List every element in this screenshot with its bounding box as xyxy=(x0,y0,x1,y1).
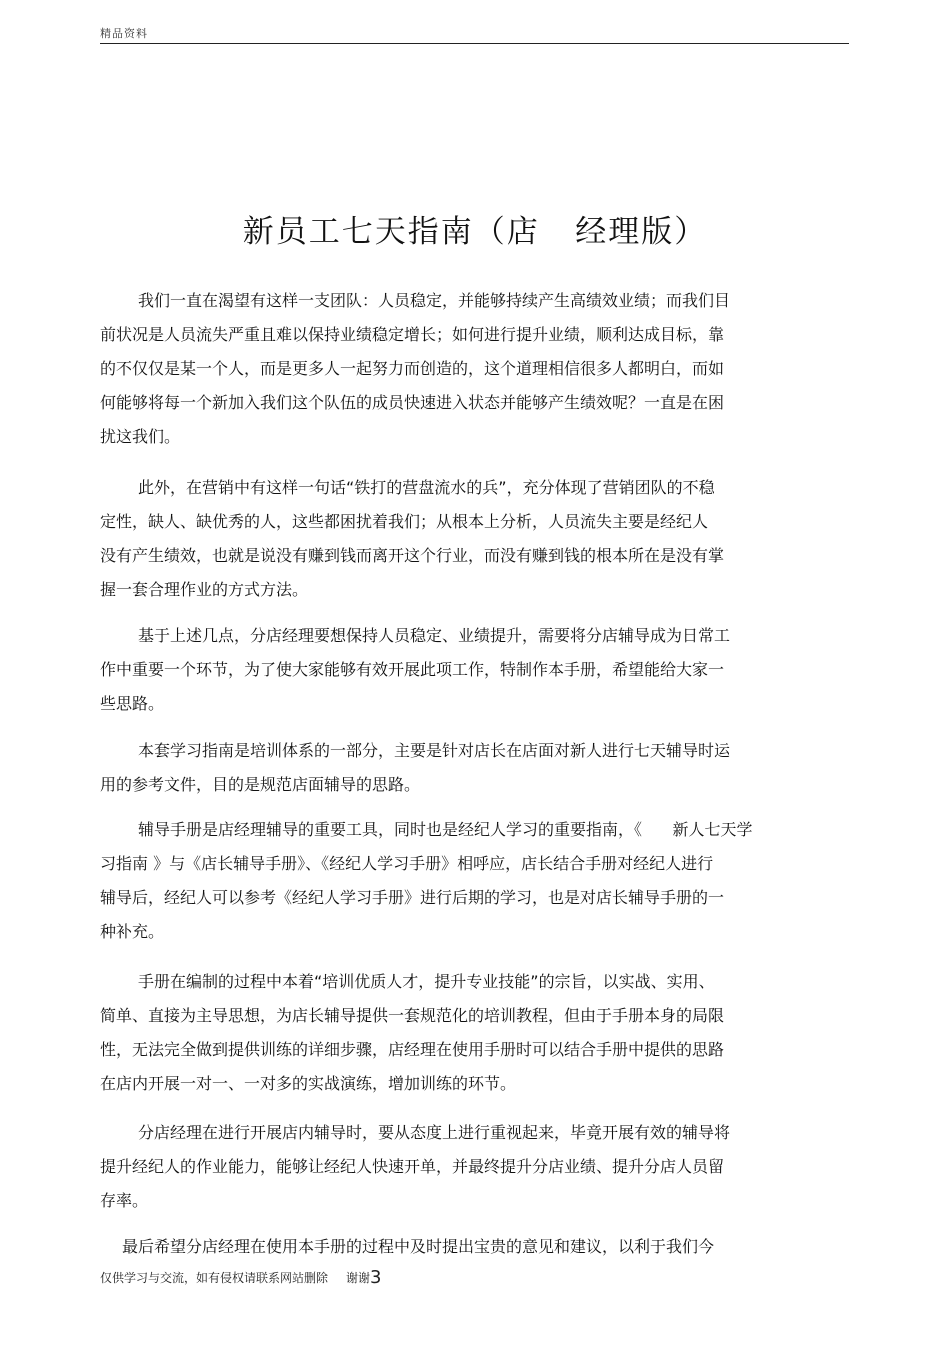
paragraph-3 xyxy=(100,619,730,721)
paragraph-7 xyxy=(100,1116,730,1218)
header-label: 精品资料 xyxy=(100,27,148,40)
paragraph-line: 存率。 xyxy=(100,1191,149,1210)
paragraph-line: 辅导手册是店经理辅导的重要工具，同时也是经纪人学习的重要指南，《 新人七天学 xyxy=(138,820,753,839)
paragraph-line: 何能够将每一个新加入我们这个队伍的成员快速进入状态并能够产生绩效呢？一直是在困 xyxy=(100,393,725,412)
paragraph-6 xyxy=(100,965,724,1101)
paragraph-line: 基于上述几点，分店经理要想保持人员稳定、业绩提升，需要将分店辅导成为日常工 xyxy=(138,626,731,645)
paragraph-line: 此外，在营销中有这样一句话“铁打的营盘流水的兵”，充分体现了营销团队的不稳 xyxy=(138,478,715,497)
paragraph-line: 定性，缺人、缺优秀的人，这些都困扰着我们；从根本上分析，人员流失主要是经纪人 xyxy=(100,512,709,531)
paragraph-line: 前状况是人员流失严重且难以保持业绩稳定增长；如何进行提升业绩，顺利达成目标，靠 xyxy=(100,325,725,344)
paragraph-line: 习指南 》与《店长辅导手册》、《经纪人学习手册》相呼应，店长结合手册对经纪人进行 xyxy=(100,854,714,873)
paragraph-line: 我们一直在渴望有这样一支团队：人员稳定，并能够持续产生高绩效业绩；而我们目 xyxy=(138,291,731,310)
paragraph-2 xyxy=(100,471,724,607)
paragraph-line: 分店经理在进行开展店内辅导时，要从态度上进行重视起来，毕竟开展有效的辅导将 xyxy=(138,1123,731,1142)
paragraph-line: 本套学习指南是培训体系的一部分，主要是针对店长在店面对新人进行七天辅导时运 xyxy=(138,741,731,760)
paragraph-4 xyxy=(100,734,730,802)
paragraph-line: 的不仅仅是某一个人，而是更多人一起努力而创造的，这个道理相信很多人都明白，而如 xyxy=(100,359,725,378)
paragraph-8 xyxy=(100,1230,714,1264)
paragraph-5 xyxy=(100,813,753,949)
paragraph-line: 性，无法完全做到提供训练的详细步骤，店经理在使用手册时可以结合手册中提供的思路 xyxy=(100,1040,725,1059)
page-footer xyxy=(100,1267,381,1288)
paragraph-1 xyxy=(100,284,730,454)
document-title: 新员工七天指南（店 经理版） xyxy=(242,214,708,250)
paragraph-line: 手册在编制的过程中本着“培训优质人才，提升专业技能”的宗旨，以实战、实用、 xyxy=(138,972,715,991)
paragraph-line: 提升经纪人的作业能力，能够让经纪人快速开单，并最终提升分店业绩、提升分店人员留 xyxy=(100,1157,725,1176)
page-number: 3 xyxy=(370,1267,382,1288)
paragraph-line: 些思路。 xyxy=(100,694,165,713)
paragraph-line: 用的参考文件，目的是规范店面辅导的思路。 xyxy=(100,775,421,794)
footer-notice: 仅供学习与交流，如有侵权请联系网站删除 xyxy=(100,1271,329,1285)
paragraph-line: 没有产生绩效，也就是说没有赚到钱而离开这个行业，而没有赚到钱的根本所在是没有掌 xyxy=(100,546,725,565)
paragraph-line: 简单、直接为主导思想，为店长辅导提供一套规范化的培训教程，但由于手册本身的局限 xyxy=(100,1006,725,1025)
paragraph-line: 作中重要一个环节，为了使大家能够有效开展此项工作，特制作本手册，希望能给大家一 xyxy=(100,660,725,679)
header-divider xyxy=(100,43,849,44)
paragraph-line: 握一套合理作业的方式方法。 xyxy=(100,580,309,599)
paragraph-line: 在店内开展一对一、一对多的实战演练，增加训练的环节。 xyxy=(100,1074,517,1093)
paragraph-line: 辅导后，经纪人可以参考《经纪人学习手册》进行后期的学习，也是对店长辅导手册的一 xyxy=(100,888,725,907)
paragraph-line: 扰这我们。 xyxy=(100,427,181,446)
paragraph-line: 最后希望分店经理在使用本手册的过程中及时提出宝贵的意见和建议，以利于我们今 xyxy=(122,1237,715,1256)
paragraph-line: 种补充。 xyxy=(100,922,165,941)
footer-thanks: 谢谢 xyxy=(346,1271,371,1285)
